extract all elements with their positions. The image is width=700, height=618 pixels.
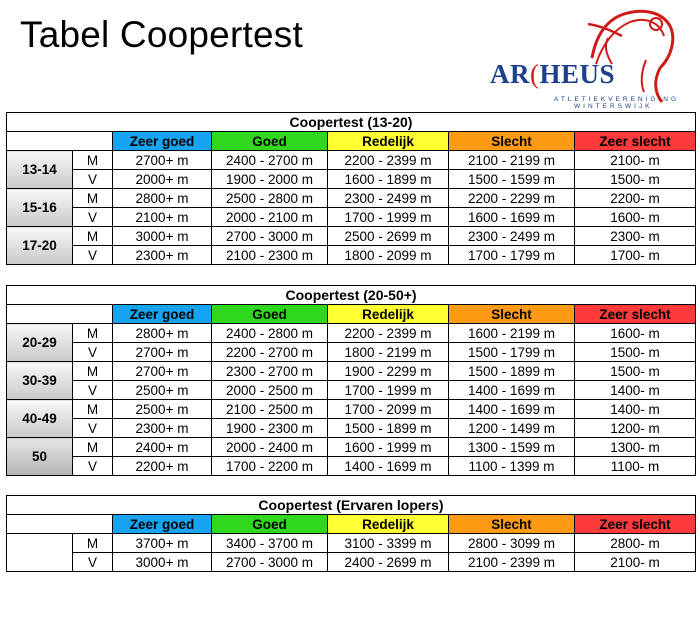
distance-cell: 2400+ m xyxy=(113,438,212,457)
column-header: Redelijk xyxy=(328,305,449,324)
distance-cell: 2500+ m xyxy=(113,400,212,419)
distance-cell: 2500 - 2800 m xyxy=(212,189,328,208)
column-header: Zeer slecht xyxy=(575,305,696,324)
distance-cell: 2300 - 2499 m xyxy=(328,189,449,208)
distance-cell: 1400- m xyxy=(575,400,696,419)
column-header: Zeer goed xyxy=(113,132,212,151)
table-row xyxy=(7,457,696,476)
column-header: Goed xyxy=(212,305,328,324)
distance-cell: 2100 - 2500 m xyxy=(212,400,328,419)
distance-cell: 1100 - 1399 m xyxy=(449,457,575,476)
coopertest-table xyxy=(6,112,696,265)
column-header: Goed xyxy=(212,132,328,151)
header-blank-cell xyxy=(7,515,113,534)
distance-cell: 1400 - 1699 m xyxy=(449,400,575,419)
sex-cell: V xyxy=(73,381,113,400)
table-title: Coopertest (20-50+) xyxy=(7,286,696,305)
sex-cell: V xyxy=(73,208,113,227)
age-group-cell: 30-39 xyxy=(7,362,73,400)
distance-cell: 2800- m xyxy=(575,534,696,553)
sex-cell: M xyxy=(73,400,113,419)
distance-cell: 3100 - 3399 m xyxy=(328,534,449,553)
column-header: Slecht xyxy=(449,305,575,324)
distance-cell: 1500- m xyxy=(575,170,696,189)
distance-cell: 2100 - 2300 m xyxy=(212,246,328,265)
distance-cell: 1600 - 2199 m xyxy=(449,324,575,343)
distance-cell: 2100- m xyxy=(575,151,696,170)
table-title: Coopertest (13-20) xyxy=(7,113,696,132)
distance-cell: 2000+ m xyxy=(113,170,212,189)
distance-cell: 2200 - 2700 m xyxy=(212,343,328,362)
distance-cell: 2200- m xyxy=(575,189,696,208)
distance-cell: 1400 - 1699 m xyxy=(328,457,449,476)
age-group-cell: 15-16 xyxy=(7,189,73,227)
distance-cell: 2300- m xyxy=(575,227,696,246)
distance-cell: 1500 - 1799 m xyxy=(449,343,575,362)
distance-cell: 2100+ m xyxy=(113,208,212,227)
distance-cell: 3000+ m xyxy=(113,227,212,246)
distance-cell: 2300+ m xyxy=(113,246,212,265)
distance-cell: 3000+ m xyxy=(113,553,212,572)
age-group-cell: 13-14 xyxy=(7,151,73,189)
sex-cell: V xyxy=(73,170,113,189)
distance-cell: 2100- m xyxy=(575,553,696,572)
distance-cell: 1700- m xyxy=(575,246,696,265)
distance-cell: 1600- m xyxy=(575,208,696,227)
age-group-cell: 20-29 xyxy=(7,324,73,362)
distance-cell: 2200+ m xyxy=(113,457,212,476)
table-row xyxy=(7,151,696,170)
distance-cell: 3400 - 3700 m xyxy=(212,534,328,553)
column-header: Zeer goed xyxy=(113,305,212,324)
table-row xyxy=(7,170,696,189)
header-blank-cell xyxy=(7,305,113,324)
distance-cell: 2100 - 2399 m xyxy=(449,553,575,572)
distance-cell: 1500 - 1599 m xyxy=(449,170,575,189)
distance-cell: 2200 - 2399 m xyxy=(328,324,449,343)
distance-cell: 1700 - 1999 m xyxy=(328,381,449,400)
distance-cell: 2000 - 2500 m xyxy=(212,381,328,400)
distance-cell: 2800+ m xyxy=(113,189,212,208)
distance-cell: 2400 - 2699 m xyxy=(328,553,449,572)
sex-cell: V xyxy=(73,246,113,265)
distance-cell: 1700 - 1799 m xyxy=(449,246,575,265)
distance-cell: 1900 - 2000 m xyxy=(212,170,328,189)
table-row xyxy=(7,227,696,246)
distance-cell: 1900 - 2300 m xyxy=(212,419,328,438)
distance-cell: 1600- m xyxy=(575,324,696,343)
distance-cell: 2700 - 3000 m xyxy=(212,553,328,572)
table-row xyxy=(7,189,696,208)
sex-cell: V xyxy=(73,343,113,362)
sex-cell: M xyxy=(73,151,113,170)
distance-cell: 1300 - 1599 m xyxy=(449,438,575,457)
distance-cell: 2700+ m xyxy=(113,151,212,170)
distance-cell: 2500 - 2699 m xyxy=(328,227,449,246)
age-group-cell: 40-49 xyxy=(7,400,73,438)
table-row xyxy=(7,400,696,419)
distance-cell: 1100- m xyxy=(575,457,696,476)
distance-cell: 1500 - 1899 m xyxy=(449,362,575,381)
distance-cell: 2800+ m xyxy=(113,324,212,343)
distance-cell: 1500- m xyxy=(575,362,696,381)
distance-cell: 1600 - 1699 m xyxy=(449,208,575,227)
distance-cell: 1200- m xyxy=(575,419,696,438)
column-header: Zeer slecht xyxy=(575,132,696,151)
table-row xyxy=(7,246,696,265)
table-row xyxy=(7,343,696,362)
column-header: Slecht xyxy=(449,515,575,534)
sex-cell: M xyxy=(73,534,113,553)
sex-cell: V xyxy=(73,419,113,438)
distance-cell: 2700+ m xyxy=(113,362,212,381)
column-header: Goed xyxy=(212,515,328,534)
column-header: Zeer goed xyxy=(113,515,212,534)
distance-cell: 2200 - 2399 m xyxy=(328,151,449,170)
distance-cell: 3700+ m xyxy=(113,534,212,553)
distance-cell: 1600 - 1899 m xyxy=(328,170,449,189)
column-header: Redelijk xyxy=(328,132,449,151)
distance-cell: 2400 - 2800 m xyxy=(212,324,328,343)
sex-cell: M xyxy=(73,227,113,246)
distance-cell: 1500- m xyxy=(575,343,696,362)
sex-cell: V xyxy=(73,553,113,572)
table-row xyxy=(7,381,696,400)
page-title: Tabel Coopertest xyxy=(20,14,303,55)
distance-cell: 1800 - 2099 m xyxy=(328,246,449,265)
distance-cell: 1400 - 1699 m xyxy=(449,381,575,400)
logo-subtitle: ATLETIEKVERENIGING WINTERSWIJK xyxy=(554,96,680,110)
table-row xyxy=(7,362,696,381)
table-row xyxy=(7,208,696,227)
distance-cell: 1300- m xyxy=(575,438,696,457)
distance-cell: 1200 - 1499 m xyxy=(449,419,575,438)
logo-wordmark: AR(HEUS xyxy=(490,59,616,89)
sex-cell: M xyxy=(73,362,113,381)
age-group-cell: 50 xyxy=(7,438,73,476)
distance-cell: 1600 - 1999 m xyxy=(328,438,449,457)
distance-cell: 2700 - 3000 m xyxy=(212,227,328,246)
sex-cell: M xyxy=(73,324,113,343)
distance-cell: 1400- m xyxy=(575,381,696,400)
distance-cell: 2300 - 2499 m xyxy=(449,227,575,246)
distance-cell: 2300 - 2700 m xyxy=(212,362,328,381)
table-row xyxy=(7,534,696,553)
distance-cell: 1700 - 2099 m xyxy=(328,400,449,419)
table-row xyxy=(7,324,696,343)
distance-cell: 1700 - 2200 m xyxy=(212,457,328,476)
table-row xyxy=(7,419,696,438)
sex-cell: M xyxy=(73,189,113,208)
header-blank-cell xyxy=(7,132,113,151)
distance-cell: 2100 - 2199 m xyxy=(449,151,575,170)
distance-cell: 1900 - 2299 m xyxy=(328,362,449,381)
distance-cell: 2800 - 3099 m xyxy=(449,534,575,553)
table-title: Coopertest (Ervaren lopers) xyxy=(7,496,696,515)
distance-cell: 2200 - 2299 m xyxy=(449,189,575,208)
distance-cell: 2400 - 2700 m xyxy=(212,151,328,170)
distance-cell: 2300+ m xyxy=(113,419,212,438)
table-row xyxy=(7,553,696,572)
age-group-cell xyxy=(7,534,73,572)
column-header: Redelijk xyxy=(328,515,449,534)
table-row xyxy=(7,438,696,457)
distance-cell: 2000 - 2100 m xyxy=(212,208,328,227)
column-header: Slecht xyxy=(449,132,575,151)
coopertest-table xyxy=(6,495,696,572)
distance-cell: 2500+ m xyxy=(113,381,212,400)
distance-cell: 2000 - 2400 m xyxy=(212,438,328,457)
sex-cell: M xyxy=(73,438,113,457)
sex-cell: V xyxy=(73,457,113,476)
distance-cell: 1500 - 1899 m xyxy=(328,419,449,438)
coopertest-table xyxy=(6,285,696,476)
distance-cell: 1800 - 2199 m xyxy=(328,343,449,362)
distance-cell: 1700 - 1999 m xyxy=(328,208,449,227)
club-logo xyxy=(484,6,684,116)
column-header: Zeer slecht xyxy=(575,515,696,534)
distance-cell: 2700+ m xyxy=(113,343,212,362)
age-group-cell: 17-20 xyxy=(7,227,73,265)
